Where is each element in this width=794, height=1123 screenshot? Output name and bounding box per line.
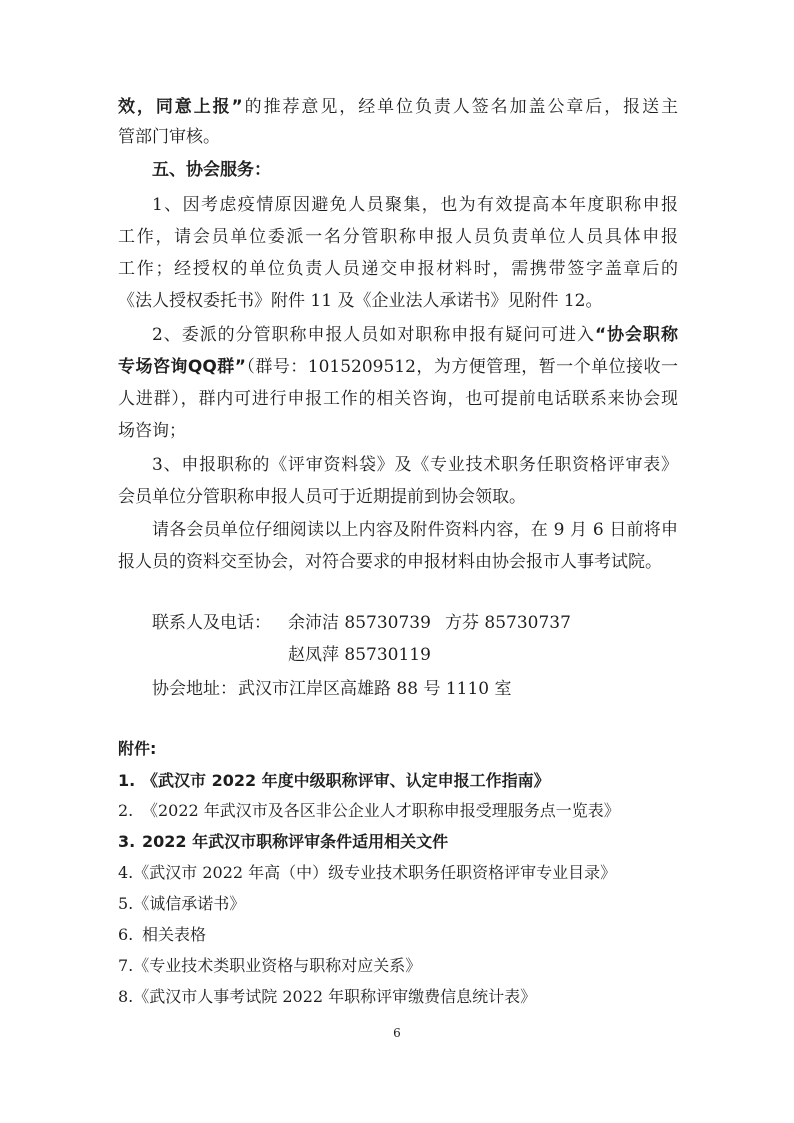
section-heading: 五、协会服务： (152, 160, 271, 180)
address-label: 协会地址： (152, 679, 237, 699)
page-number: 6 (393, 1026, 401, 1040)
body-line: 场咨询； (118, 421, 186, 441)
attachment-item: 6. 相关表格 (118, 925, 207, 944)
body-line: 《法人授权委托书》附件 11 及《企业法人承诺书》见附件 12。 (118, 291, 603, 311)
attachment-item: 2. 《2022 年武汉市及各区非公企业人才职称申报受理服务点一览表》 (118, 801, 620, 820)
attachment-item: 5.《诚信承诺书》 (118, 894, 246, 913)
body-line: 工作，请会员单位委派一名分管职称申报人员负责单位人员具体申报 (118, 227, 678, 247)
attachment-item: 1. 《武汉市 2022 年度中级职称评审、认定申报工作指南》 (118, 771, 550, 790)
body-line: 效，同意上报”的推荐意见，经单位负责人签名加盖公章后，报送主 (118, 97, 678, 117)
contact-label: 联系人及电话： (152, 613, 271, 633)
body-line: 2、委派的分管职称申报人员如对职称申报有疑问可进入“协会职称 (152, 325, 678, 345)
contact-person: 余沛洁 85730739 (288, 613, 431, 633)
contact-person: 方芬 85730737 (445, 613, 571, 633)
attachment-item: 4.《武汉市 2022 年高（中）级专业技术职务任职资格评审专业目录》 (118, 863, 617, 882)
body-line: 请各会员单位仔细阅读以上内容及附件资料内容，在 9 月 6 日前将申 (152, 520, 678, 540)
body-line: 工作；经授权的单位负责人员递交申报材料时，需携带签字盖章后的 (118, 259, 678, 279)
attachment-item: 8.《武汉市人事考试院 2022 年职称评审缴费信息统计表》 (118, 987, 537, 1006)
body-line: 人进群），群内可进行申报工作的相关咨询，也可提前电话联系来协会现 (118, 389, 678, 409)
body-line: 管部门审核。 (118, 127, 220, 147)
body-line: 1、因考虑疫情原因避免人员聚集，也为有效提高本年度职称申报 (152, 195, 678, 215)
contact-person: 赵凤萍 85730119 (288, 645, 431, 665)
body-line: 报人员的资料交至协会，对符合要求的申报材料由协会报市人事考试院。 (118, 552, 662, 572)
address-text: 武汉市江岸区高雄路 88 号 1110 室 (238, 679, 512, 699)
body-line: 3、申报职称的《评审资料袋》及《专业技术职务任职资格评审表》 (152, 455, 678, 475)
attachment-item: 3. 2022 年武汉市职称评审条件适用相关文件 (118, 832, 449, 851)
body-line: 专场咨询QQ群”（群号：1015209512，为方便管理，暂一个单位接收一 (118, 357, 678, 377)
attachment-item: 7.《专业技术类职业资格与职称对应关系》 (118, 956, 422, 975)
body-line: 会员单位分管职称申报人员可于近期提前到协会领取。 (118, 487, 526, 507)
attachments-heading: 附件: (118, 739, 157, 758)
